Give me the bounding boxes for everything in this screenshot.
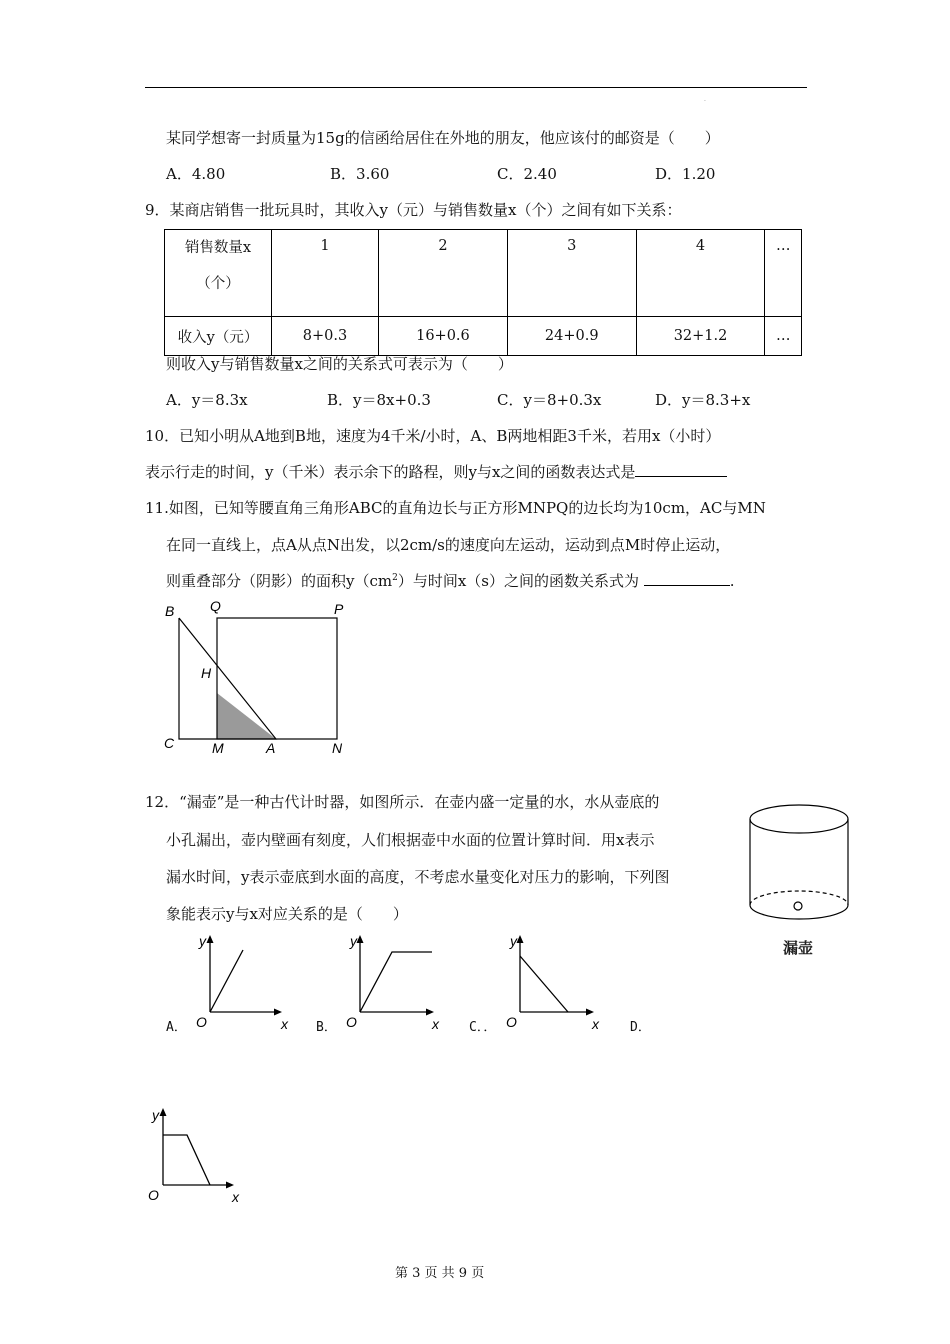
q10-line2-text: 表示行走的时间，y（千米）表示余下的路程，则y与x之间的函数表达式是 [145,463,636,481]
graph-d-label: D． [630,1020,651,1035]
label-n: N [332,740,343,756]
q11-line3-sup: 2 [392,573,398,583]
graph-c-origin: O [506,1014,517,1030]
graph-d-y-label: y [152,1107,159,1123]
pot-figure [745,801,855,961]
q11-line3-b: ）与时间x（s）之间的函数关系式为 [397,572,640,590]
q12-line4: 象能表示y与x对应关系的是（ ） [166,905,408,923]
shaded-overlap [217,693,276,739]
graph-c-x-label: x [592,1016,599,1032]
q9-option-d: D．y＝8.3+x [655,391,751,409]
graph-b [340,930,450,1035]
q8-option-b: B．3.60 [330,165,390,183]
table-cell: 24+0.9 [507,317,636,356]
q12-line2: 小孔漏出，壶内壁画有刻度，人们根据壶中水面的位置计算时间．用x表示 [166,831,655,849]
label-q: Q [210,598,221,614]
pot-caption: 漏壶 [783,940,814,957]
table-row [165,230,802,317]
table-cell-header: 收入y（元） [165,317,272,356]
q11-line1: 11.如图，已知等腰直角三角形ABC的直角边长与正方形MNPQ的边长均为10cm，AC与MN [145,499,766,517]
table-cell: 32+1.2 [636,317,765,356]
graph-b-x-label: x [432,1016,439,1032]
q11-line3-a: 则重叠部分（阴影）的面积y（cm [166,572,393,590]
q9-row1-header-line2: （个） [196,276,240,292]
pot-bottom-back [750,891,848,905]
q8-stem: 某同学想寄一封质量为15g的信函给居住在外地的朋友，他应该付的邮资是（ ） [166,129,720,147]
graph-b-label: B． [316,1020,337,1035]
table-cell: 2 [379,230,508,317]
label-a: A [266,740,276,756]
graph-a [190,930,300,1035]
graph-a-x-label: x [281,1016,288,1032]
q9-stem: 9．某商店销售一批玩具时，其收入y（元）与销售数量x（个）之间有如下关系： [145,201,682,219]
q11-line3 [166,570,735,591]
graph-b-line [360,952,432,1012]
graph-d [140,1103,260,1208]
graph-a-label: A． [166,1020,187,1035]
q11-figure [160,597,360,759]
table-cell: 1 [272,230,379,317]
table-cell: 3 [507,230,636,317]
graph-c-y-label: y [510,933,517,949]
graph-d-line [163,1135,210,1185]
q8-option-a: A．4.80 [166,165,226,183]
q11-answer-blank [644,571,730,586]
q10-line1: 10．已知小明从A地到B地，速度为4千米/小时，A、B两地相距3千米，若用x（小时） [145,427,721,445]
graph-c-line [520,956,568,1012]
label-c: C [164,735,175,751]
q9-option-a: A．y＝8.3x [166,391,248,409]
graph-a-line [210,950,243,1012]
pot-bottom-front [750,905,848,919]
graph-b-origin: O [346,1014,357,1030]
q9-table [164,229,802,356]
label-h: H [201,665,212,681]
q11-line3-end: . [729,572,735,590]
label-m: M [212,740,224,756]
graph-c [500,930,610,1035]
header-dot: . [704,96,706,103]
table-cell: … [765,317,802,356]
graph-d-origin: O [148,1187,159,1203]
q9-option-c: C．y＝8+0.3x [497,391,602,409]
label-p: P [334,601,344,617]
q9-row1-header-line1: 销售数量x [184,240,252,256]
table-cell-header [165,230,272,317]
page-footer: 第 3 页 共 9 页 [395,1266,485,1281]
q10-answer-blank [635,462,727,477]
graph-a-y-label: y [199,933,206,949]
table-row [165,317,802,356]
label-b: B [165,603,175,619]
pot-hole [794,902,802,910]
q10-line2 [145,461,727,482]
graph-b-y-label: y [350,933,357,949]
pot-top-rim [750,805,848,833]
q8-option-d: D．1.20 [655,165,716,183]
q12-line1: 12．“漏壶”是一种古代计时器，如图所示．在壶内盛一定量的水，水从壶底的 [145,793,660,811]
q9-option-b: B．y＝8x+0.3 [327,391,431,409]
graph-a-origin: O [196,1014,207,1030]
header-rule [145,87,807,88]
q9-question: 则收入y与销售数量x之间的关系式可表示为（ ） [166,355,513,373]
q12-line3: 漏水时间，y表示壶底到水面的高度，不考虑水量变化对压力的影响，下列图 [166,868,670,886]
graph-c-label: C．． [469,1020,497,1035]
table-cell: 16+0.6 [379,317,508,356]
table-cell: … [765,230,802,317]
q8-option-c: C．2.40 [497,165,557,183]
table-cell: 4 [636,230,765,317]
graph-d-x-label: x [232,1189,239,1205]
q11-line2: 在同一直线上，点A从点N出发，以2cm/s的速度向左运动，运动到点M时停止运动， [166,536,731,554]
table-cell: 8+0.3 [272,317,379,356]
